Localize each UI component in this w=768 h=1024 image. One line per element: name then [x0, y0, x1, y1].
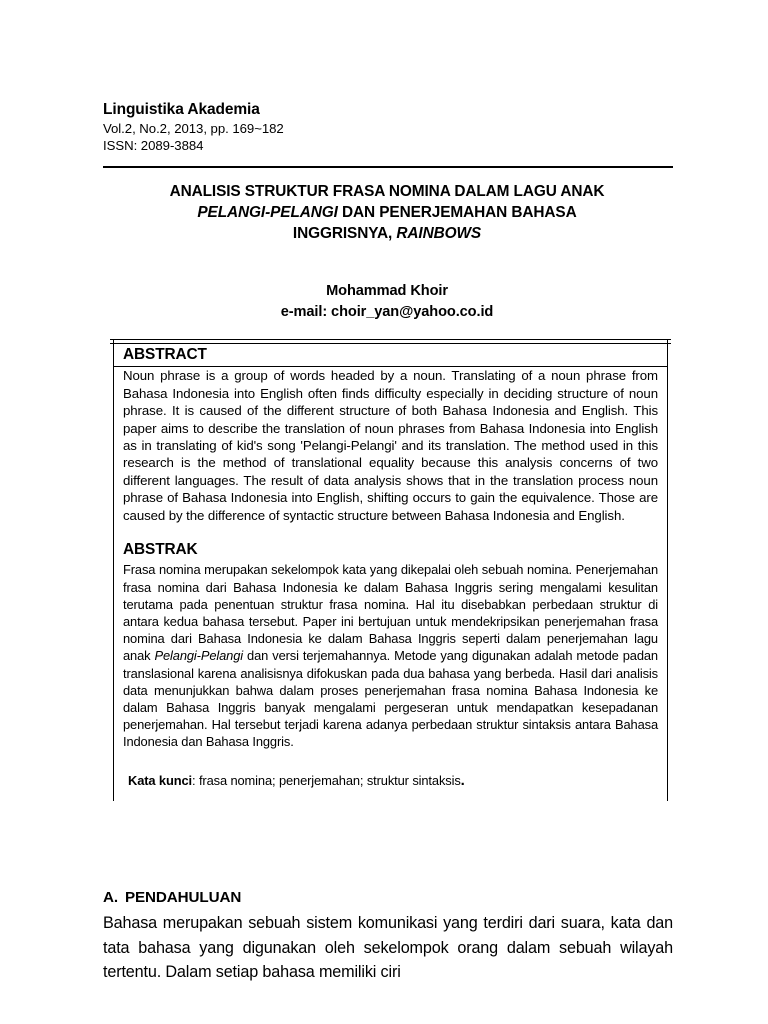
section-a-title: PENDAHULUAN [125, 889, 242, 906]
keywords-label: Kata kunci [128, 772, 192, 788]
keywords-separator: : [192, 772, 199, 788]
author-email: e-mail: choir_yan@yahoo.co.id [280, 303, 494, 320]
page-title [104, 182, 670, 245]
section-a-letter: A. [103, 889, 118, 906]
journal-issn-line: ISSN: 2089-3884 [103, 138, 204, 154]
abstrak-heading: ABSTRAK [123, 541, 198, 559]
title-line-2-rest: DAN PENERJEMAHAN BAHASA [337, 203, 577, 221]
abstract-box [113, 339, 668, 801]
header-divider-rule [103, 166, 673, 168]
section-a-body: Bahasa merupakan sebuah sistem komunikasi yang terdiri dari suara, kata dan tata bahasa yang digunakan oleh sekelompok orang dalam sebuah wilayah tertentu. Dalam setiap bahasa memiliki ciri [103, 914, 673, 982]
title-song-name: PELANGI-PELANGI [197, 203, 338, 221]
journal-volume-line: Vol.2, No.2, 2013, pp. 169~182 [103, 120, 284, 136]
title-translation-name: RAINBOWS [396, 224, 482, 242]
keywords-line [114, 751, 667, 797]
abstrak-body [114, 559, 667, 750]
abstract-heading-rule [113, 366, 668, 367]
title-line-3-rest: INGGRISNYA, [292, 224, 397, 242]
abstract-body: Noun phrase is a group of words headed by a noun. Translating of a noun phrase from Bahasa Indonesia into English often finds difficulty especially in deciding structure of noun phrase. It is caused of the different structure of both Bahasa Indonesia and English. This paper aims to describe the translation of noun phrases from Bahasa Indonesia into English as in translating of kid's song 'Pelangi-Pelangi' and its translation. The method used in this research is the method of translational equality because this analysis concerns of two different languages. The result of data analysis shows that in the translation process noun phrase of Bahasa Indonesia into English, shifting occurs to gain the equivalence. Those are caused by the difference of syntactic structure between Bahasa Indonesia and English. [123, 368, 658, 523]
abstrak-part-1: Frasa nomina merupakan sekelompok kata yang dikepalai oleh sebuah nomina. Penerjemahan frasa nomina dari Bahasa Indonesia ke dalam Bahasa Inggris sering mengalami kesulitan terutama pada penentuan struktur frasa nomina. Hal itu disebabkan perbedaan struktur di antara kedua bahasa tersebut. Paper ini bertujuan untuk mendekripsikan penerjemahan frasa nomina dari Bahasa Indonesia ke dalam Bahasa Inggris seperti dalam penerjemahan lagu anak [123, 562, 658, 664]
title-line-3 [104, 224, 670, 245]
title-line-1: ANALISIS STRUKTUR FRASA NOMINA DALAM LAGU ANAK [169, 183, 605, 200]
journal-header [103, 100, 673, 155]
abstrak-part-2: dan versi terjemahannya. Metode yang digunakan adalah metode padan translasional karena analisisnya difokuskan pada dua bahasa yang berbeda. Hasil dari analisis data menunjukkan bahwa dalam proses penerjemahan frasa nomina Bahasa Indonesia ke dalam Bahasa Inggris banyak mengalami pergeseran untuk mendapatkan kesepadanan penerjemahan. Hal tersebut terjadi karena adanya perbedaan struktur sintaksis antara Bahasa Indonesia dan Bahasa Inggris. [123, 648, 658, 750]
author-name: Mohammad Khoir [326, 283, 448, 299]
author-block [104, 281, 670, 322]
journal-name: Linguistika Akademia [103, 101, 260, 118]
keywords-value: frasa nomina; penerjemahan; struktur sintaksis [198, 772, 461, 788]
abstrak-song-name: Pelangi-Pelangi [154, 648, 244, 664]
title-line-2 [104, 203, 670, 224]
abstract-heading: ABSTRACT [123, 346, 207, 363]
keywords-terminator: . [460, 771, 465, 789]
section-a-heading [103, 889, 241, 906]
